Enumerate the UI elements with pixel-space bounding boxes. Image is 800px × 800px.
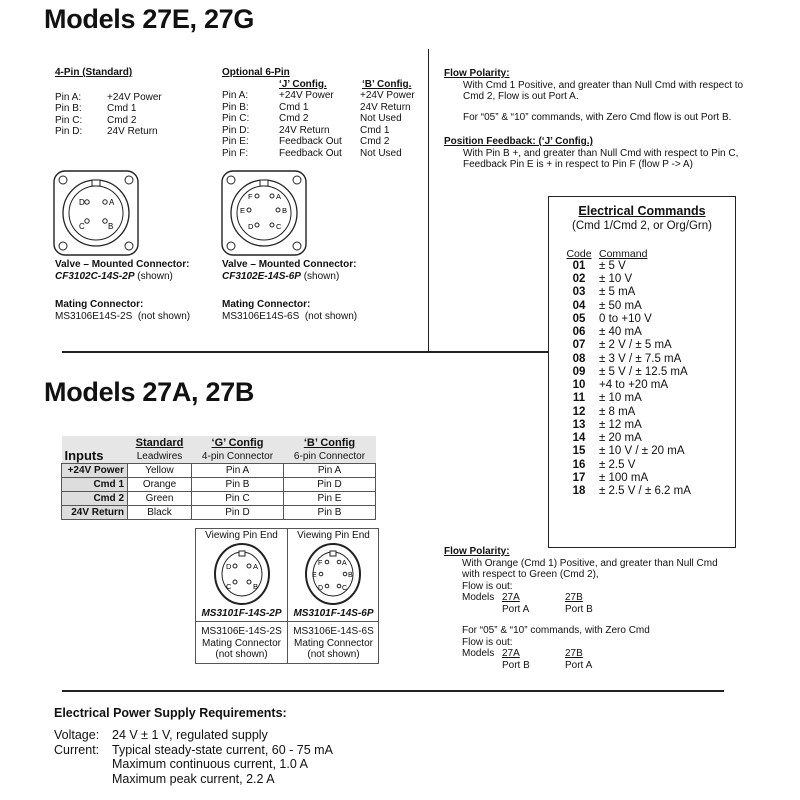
flow-polarity-top bbox=[444, 68, 784, 123]
port-2b: Port A bbox=[565, 659, 593, 671]
pin4-list bbox=[55, 92, 205, 138]
command-row bbox=[559, 273, 735, 286]
port-1a: Port A bbox=[502, 603, 530, 615]
port-1b: Port B bbox=[565, 603, 593, 615]
connector-4pin-drawing bbox=[53, 170, 139, 256]
pin4-mating-shown: (not shown) bbox=[137, 310, 191, 322]
command-row bbox=[559, 458, 735, 471]
pin6-row bbox=[222, 90, 422, 102]
model-27a-2: 27A bbox=[502, 648, 520, 659]
pin4-mating-heading: Mating Connector: bbox=[55, 299, 144, 310]
b-mating-part: MS3106E-14S-6S bbox=[293, 626, 374, 637]
command-value: ± 3 V / ± 7.5 mA bbox=[599, 352, 682, 365]
pin4-valve-connector bbox=[55, 259, 189, 282]
pin4-pin: Pin A: bbox=[55, 91, 82, 103]
inputs-rows bbox=[62, 464, 376, 520]
pin6-b: Not Used bbox=[360, 147, 402, 159]
input-leadwire: Yellow bbox=[128, 464, 192, 478]
command-value: ± 100 mA bbox=[599, 471, 649, 484]
command-row bbox=[559, 418, 735, 431]
command-value: ± 2.5 V bbox=[599, 458, 636, 471]
command-value: ± 20 mA bbox=[599, 432, 642, 445]
pin6-pin: Pin D: bbox=[222, 124, 250, 136]
command-code: 01 bbox=[572, 259, 586, 272]
page-title-bottom: Models 27A, 27B bbox=[44, 377, 255, 407]
g-mating-label: Mating Connector bbox=[202, 637, 281, 649]
input-g-pin: Pin C bbox=[192, 492, 284, 506]
model-27b-2: 27B bbox=[565, 648, 583, 659]
voltage-label: Voltage: bbox=[54, 728, 100, 742]
pin-letter-c: C bbox=[276, 222, 282, 231]
b-config-sub: 6-pin Connector bbox=[284, 450, 376, 464]
pin4-row bbox=[55, 92, 205, 104]
position-feedback-text2: Feedback Pin E is + in respect to Pin F (flow P -> A) bbox=[463, 159, 693, 170]
command-code: 08 bbox=[572, 352, 586, 365]
pin-letter-d: D bbox=[226, 562, 232, 571]
pin6-mating-connector bbox=[222, 299, 357, 322]
vertical-divider bbox=[428, 49, 429, 353]
command-code: 03 bbox=[572, 286, 586, 299]
pin-letter-e: E bbox=[240, 206, 246, 215]
pin6-mating-part: MS3106E14S-6S bbox=[222, 310, 300, 322]
current-label: Current: bbox=[54, 742, 100, 757]
flow-polarity-bottom-text5: Flow is out: bbox=[462, 636, 513, 648]
pin6-b: +24V Power bbox=[360, 90, 415, 101]
pin6-j: Cmd 2 bbox=[279, 113, 309, 124]
pin-letter-f: F bbox=[248, 192, 253, 201]
command-code: 13 bbox=[572, 418, 586, 431]
command-code: 12 bbox=[572, 405, 586, 418]
pin6-pin: Pin B: bbox=[222, 101, 249, 113]
command-value: ± 2.5 V / ± 6.2 mA bbox=[599, 485, 691, 498]
pin6-pin: Pin C: bbox=[222, 113, 250, 124]
command-code: 16 bbox=[572, 458, 586, 471]
standard-heading: Standard bbox=[128, 436, 192, 450]
command-code: 10 bbox=[572, 379, 586, 392]
command-code: 05 bbox=[572, 312, 586, 325]
command-code: 18 bbox=[572, 485, 586, 498]
input-g-pin: Pin A bbox=[192, 464, 284, 478]
pin6-pin: Pin E: bbox=[222, 136, 249, 147]
flow-polarity-bottom-heading: Flow Polarity: bbox=[444, 546, 510, 557]
pin6-row bbox=[222, 113, 422, 125]
pin6-j-heading: ‘J’ Config. bbox=[279, 78, 327, 90]
pin6-mating-heading: Mating Connector: bbox=[222, 299, 311, 310]
command-row bbox=[559, 471, 735, 484]
flow-polarity-bottom-text2: with respect to Green (Cmd 2), bbox=[462, 569, 599, 580]
pin-letter-d: D bbox=[318, 585, 324, 592]
model-27b-1: 27B bbox=[565, 592, 583, 603]
pin4-section bbox=[55, 67, 205, 138]
pin6-valve-shown: (shown) bbox=[303, 270, 340, 282]
connector-g-drawing bbox=[213, 542, 271, 606]
connector-cells bbox=[195, 528, 379, 664]
command-code: 15 bbox=[572, 445, 586, 458]
pin-letter-c: C bbox=[226, 582, 232, 591]
pin4-mating-part: MS3106E14S-2S bbox=[55, 310, 133, 322]
flow-polarity-bottom-text1: With Orange (Cmd 1) Positive, and greater than Null Cmd bbox=[462, 557, 718, 569]
input-leadwire: Orange bbox=[128, 478, 192, 492]
pin4-desc: Cmd 2 bbox=[107, 114, 137, 126]
input-g-pin: Pin B bbox=[192, 478, 284, 492]
input-row bbox=[62, 506, 376, 520]
pin-letter-b: B bbox=[282, 206, 288, 215]
position-feedback-heading: Position Feedback: (‘J’ Config.) bbox=[444, 136, 593, 147]
command-value: ± 10 mA bbox=[599, 392, 642, 405]
position-feedback-text1: With Pin B +, and greater than Null Cmd with respect to Pin C, bbox=[463, 147, 739, 159]
input-b-pin: Pin E bbox=[284, 492, 376, 506]
command-row bbox=[559, 286, 735, 299]
pin6-valve-heading: Valve – Mounted Connector: bbox=[222, 259, 357, 270]
current-max-continuous: Maximum continuous current, 1.0 A bbox=[112, 757, 308, 771]
pin6-j: Cmd 1 bbox=[279, 101, 309, 113]
commands-table bbox=[559, 248, 735, 498]
pin6-j: Feedback Out bbox=[279, 147, 342, 159]
pin4-pin: Pin B: bbox=[55, 103, 82, 114]
pin4-heading: 4-Pin (Standard) bbox=[55, 67, 133, 78]
command-value: ± 5 mA bbox=[599, 286, 636, 299]
g-mating-info bbox=[196, 626, 287, 661]
command-row bbox=[559, 445, 735, 458]
inputs-table-wrap bbox=[61, 436, 376, 520]
input-b-pin: Pin D bbox=[284, 478, 376, 492]
input-b-pin: Pin B bbox=[284, 506, 376, 520]
g-config-heading: ‘G’ Config bbox=[192, 436, 284, 450]
pin6-pin: Pin F: bbox=[222, 147, 249, 159]
pin6-valve-connector bbox=[222, 259, 356, 282]
page-title-top: Models 27E, 27G bbox=[44, 4, 255, 34]
pin6-b: Not Used bbox=[360, 113, 402, 124]
b-not-shown: (not shown) bbox=[307, 649, 360, 660]
pin4-pin: Pin D: bbox=[55, 126, 83, 137]
input-leadwire: Black bbox=[128, 506, 192, 520]
pin4-mating-connector bbox=[55, 299, 190, 322]
pin-letter-a: A bbox=[342, 560, 347, 567]
pin6-heading: Optional 6-Pin bbox=[222, 67, 290, 78]
power-heading: Electrical Power Supply Requirements: bbox=[54, 706, 287, 720]
pin6-mating-shown: (not shown) bbox=[304, 310, 358, 322]
pin6-valve-part: CF3102E-14S-6P bbox=[222, 270, 301, 282]
pin-letter-b: B bbox=[108, 222, 114, 231]
pin6-b-heading: ‘B’ Config. bbox=[362, 78, 412, 90]
pin6-section bbox=[222, 67, 422, 159]
pin-letter-a: A bbox=[253, 562, 259, 571]
g-config-sub: 4-pin Connector bbox=[192, 450, 284, 464]
connector-6pin-drawing bbox=[221, 170, 307, 256]
pin4-row bbox=[55, 103, 205, 115]
pin6-row bbox=[222, 136, 422, 148]
command-row bbox=[559, 432, 735, 445]
pin-letter-c: C bbox=[342, 585, 348, 592]
viewing-pin-end-b: Viewing Pin End bbox=[297, 530, 370, 541]
command-value: ± 8 mA bbox=[599, 405, 636, 418]
g-part-number: MS3101F-14S-2P bbox=[201, 608, 282, 619]
pin-letter-f: F bbox=[318, 560, 323, 567]
input-name: 24V Return bbox=[62, 506, 128, 520]
inputs-table bbox=[61, 436, 376, 520]
flow-polarity-bottom-text4: For “05” & “10” commands, with Zero Cmd bbox=[462, 625, 650, 636]
pin-letter-d: D bbox=[79, 198, 85, 207]
command-value: ± 12 mA bbox=[599, 418, 642, 431]
pin-letter-d: D bbox=[248, 222, 254, 231]
command-value: ± 40 mA bbox=[599, 326, 642, 339]
input-leadwire: Green bbox=[128, 492, 192, 506]
command-row bbox=[559, 485, 735, 498]
pin4-row bbox=[55, 126, 205, 138]
pin6-b: Cmd 2 bbox=[360, 136, 390, 147]
connector-b-drawing bbox=[304, 542, 362, 606]
flow-polarity-top-text1: With Cmd 1 Positive, and greater than Null Cmd with respect to bbox=[463, 79, 744, 91]
models-label-2: Models bbox=[462, 648, 495, 659]
pin6-list bbox=[222, 90, 422, 159]
pin6-j: Feedback Out bbox=[279, 136, 342, 147]
b-mating-info bbox=[288, 626, 379, 661]
pin6-b: 24V Return bbox=[360, 101, 411, 113]
b-part-number: MS3101F-14S-6P bbox=[293, 608, 374, 619]
flow-polarity-bottom-text3: Flow is out: bbox=[462, 580, 513, 592]
command-value: 0 to +10 V bbox=[599, 312, 652, 325]
command-row bbox=[559, 299, 735, 312]
models-label-1: Models bbox=[462, 592, 495, 603]
pin6-j: +24V Power bbox=[279, 90, 334, 101]
g-not-shown: (not shown) bbox=[215, 649, 268, 660]
command-value: ± 5 V / ± 12.5 mA bbox=[599, 365, 688, 378]
flow-polarity-bottom bbox=[444, 546, 744, 671]
pin6-pin: Pin A: bbox=[222, 90, 249, 101]
flow-polarity-top-text2: Cmd 2, Flow is out Port A. bbox=[463, 91, 579, 102]
pin-letter-a: A bbox=[109, 198, 115, 207]
command-row bbox=[559, 392, 735, 405]
pin-letter-b: B bbox=[253, 582, 259, 591]
pin6-j: 24V Return bbox=[279, 124, 330, 136]
pin4-desc: 24V Return bbox=[107, 126, 158, 137]
g-mating-part: MS3106E-14S-2S bbox=[201, 626, 282, 637]
command-value: ± 50 mA bbox=[599, 299, 642, 312]
command-code: 02 bbox=[572, 273, 586, 286]
input-name: Cmd 2 bbox=[62, 492, 128, 506]
command-code: 11 bbox=[572, 392, 586, 405]
input-row bbox=[62, 478, 376, 492]
pin-letter-c: C bbox=[79, 222, 85, 231]
power-details bbox=[54, 728, 333, 786]
commands-col-command: Command bbox=[599, 247, 648, 260]
model-27a-1: 27A bbox=[502, 592, 520, 603]
pin6-row bbox=[222, 148, 422, 160]
command-row bbox=[559, 259, 735, 272]
pin4-row bbox=[55, 115, 205, 127]
pin4-valve-shown: (shown) bbox=[137, 270, 173, 282]
input-row bbox=[62, 492, 376, 506]
command-row bbox=[559, 405, 735, 418]
current-typical: Typical steady-state current, 60 - 75 mA bbox=[112, 742, 333, 757]
command-code: 07 bbox=[572, 339, 586, 352]
bottom-divider bbox=[62, 690, 724, 692]
b-config-heading: ‘B’ Config bbox=[284, 436, 376, 450]
commands-subtitle: (Cmd 1/Cmd 2, or Org/Grn) bbox=[572, 220, 712, 232]
command-row bbox=[559, 352, 735, 365]
pin6-row bbox=[222, 125, 422, 137]
pin-letter-e: E bbox=[312, 572, 317, 579]
position-feedback bbox=[444, 136, 784, 171]
command-value: ± 2 V / ± 5 mA bbox=[599, 339, 672, 352]
command-row bbox=[559, 312, 735, 325]
pin4-valve-part: CF3102C-14S-2P bbox=[55, 270, 135, 282]
command-value: ± 10 V bbox=[599, 273, 633, 286]
command-code: 06 bbox=[572, 326, 586, 339]
pin4-valve-heading: Valve – Mounted Connector: bbox=[55, 259, 190, 270]
inputs-label: Inputs bbox=[62, 436, 128, 464]
pin6-b: Cmd 1 bbox=[360, 124, 390, 136]
pin4-desc: +24V Power bbox=[107, 91, 162, 103]
port-2a: Port B bbox=[502, 659, 530, 671]
pin-letter-a: A bbox=[276, 192, 282, 201]
command-row bbox=[559, 339, 735, 352]
command-code: 14 bbox=[572, 432, 586, 445]
commands-col-code: Code bbox=[566, 247, 592, 260]
commands-rows bbox=[559, 259, 735, 498]
current-max-peak: Maximum peak current, 2.2 A bbox=[112, 771, 275, 786]
flow-polarity-top-text3: For “05” & “10” commands, with Zero Cmd flow is out Port B. bbox=[463, 111, 732, 123]
section-divider bbox=[62, 351, 548, 353]
command-code: 04 bbox=[572, 299, 586, 312]
pin4-desc: Cmd 1 bbox=[107, 103, 137, 114]
input-row bbox=[62, 464, 376, 478]
command-row bbox=[559, 365, 735, 378]
command-value: ± 10 V / ± 20 mA bbox=[599, 445, 685, 458]
viewing-pin-end-g: Viewing Pin End bbox=[205, 530, 278, 541]
command-code: 09 bbox=[572, 365, 586, 378]
command-code: 17 bbox=[572, 471, 586, 484]
pin4-pin: Pin C: bbox=[55, 114, 83, 126]
input-g-pin: Pin D bbox=[192, 506, 284, 520]
input-name: +24V Power bbox=[62, 464, 128, 478]
input-b-pin: Pin A bbox=[284, 464, 376, 478]
command-value: +4 to +20 mA bbox=[599, 379, 669, 392]
pin-letter-b: B bbox=[348, 572, 353, 579]
command-value: ± 5 V bbox=[599, 259, 626, 272]
pin6-row bbox=[222, 102, 422, 114]
b-mating-label: Mating Connector bbox=[294, 637, 373, 649]
voltage-value: 24 V ± 1 V, regulated supply bbox=[112, 728, 268, 742]
input-name: Cmd 1 bbox=[62, 478, 128, 492]
command-row bbox=[559, 379, 735, 392]
standard-sub: Leadwires bbox=[128, 450, 192, 464]
electrical-commands-box bbox=[548, 196, 736, 548]
commands-title: Electrical Commands bbox=[578, 204, 706, 218]
command-row bbox=[559, 326, 735, 339]
flow-polarity-top-heading: Flow Polarity: bbox=[444, 68, 510, 79]
